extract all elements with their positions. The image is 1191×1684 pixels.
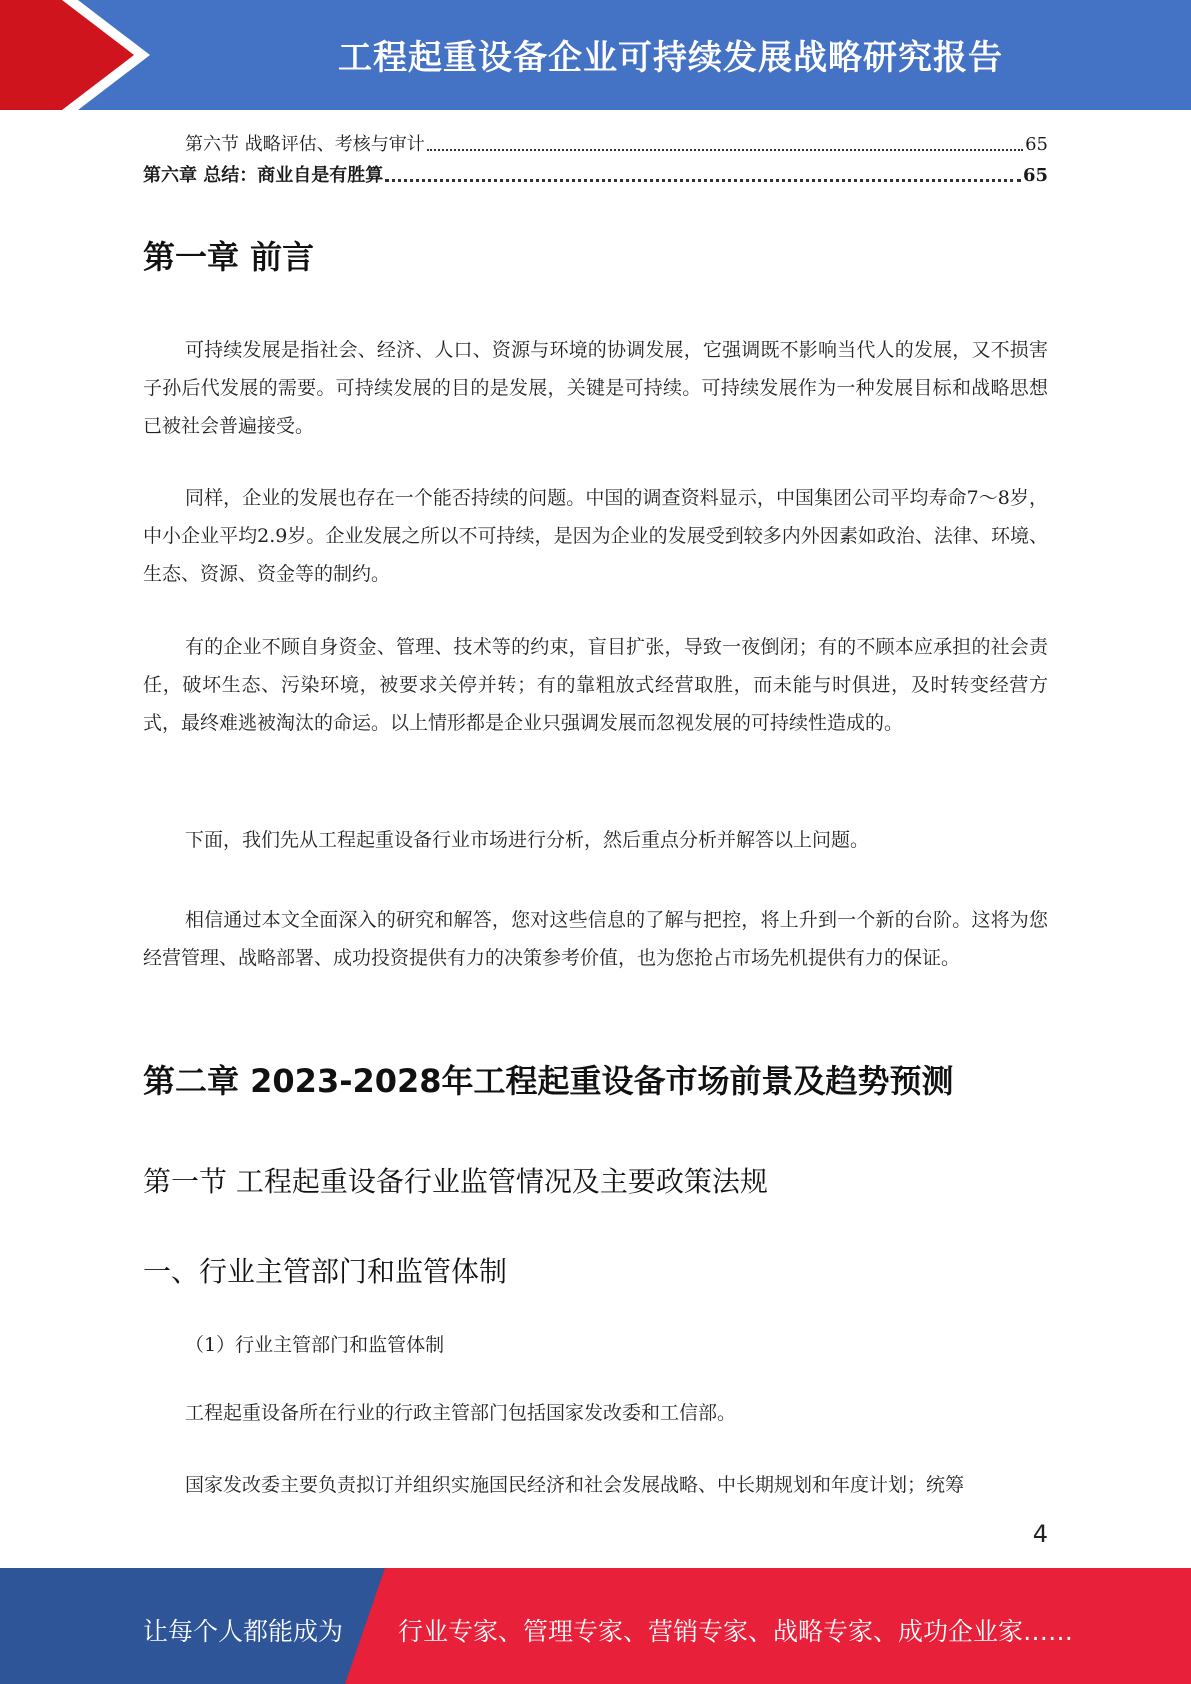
toc-item-label: 第六节 战略评估、考核与审计 — [185, 134, 425, 155]
chapter-title: 第一章 前言 — [143, 238, 315, 276]
paragraph: 国家发改委主要负责拟订并组织实施国民经济和社会发展战略、中长期规划和年度计划；统筹 — [185, 1474, 965, 1496]
chapter-title: 第二章 2023-2028年工程起重设备市场前景及趋势预测 — [143, 1062, 954, 1100]
paragraph: 可持续发展是指社会、经济、人口、资源与环境的协调发展，它强调既不影响当代人的发展，又不损害子孙后代发展的需要。可持续发展的目的是发展，关键是可持续。可持续发展作为一种发展目标和战略思想已被社会普遍接受。 — [143, 339, 1048, 437]
toc-item-page: 65 — [1025, 134, 1048, 155]
section-title: 第一节 工程起重设备行业监管情况及主要政策法规 — [143, 1165, 768, 1198]
item-heading: （1）行业主管部门和监管体制 — [185, 1334, 445, 1356]
toc-item-label: 第六章 总结：商业自是有胜算 — [143, 165, 384, 186]
page-number: 4 — [1032, 1520, 1048, 1548]
report-title: 工程起重设备企业可持续发展战略研究报告 — [338, 38, 1003, 78]
paragraph: 相信通过本文全面深入的研究和解答，您对这些信息的了解与把控，将上升到一个新的台阶。这将为您经营管理、战略部署、成功投资提供有力的决策参考价值，也为您抢占市场先机提供有力的保证。 — [143, 909, 1048, 969]
paragraph: 有的企业不顾自身资金、管理、技术等的约束，盲目扩张，导致一夜倒闭；有的不顾本应承担的社会责任，破坏生态、污染环境，被要求关停并转；有的靠粗放式经营取胜，而未能与时俱进，及时转变经营方式，最终难逃被淘汰的命运。以上情形都是企业只强调发展而忽视发展的可持续性造成的。 — [143, 636, 1048, 734]
paragraph: 同样，企业的发展也存在一个能否持续的问题。中国的调查资料显示，中国集团公司平均寿命7～8岁，中小企业平均2.9岁。企业发展之所以不可持续，是因为企业的发展受到较多内外因素如政治、法律、环境、生态、资源、资金等的制约。 — [143, 487, 1048, 585]
toc-item[interactable] — [143, 130, 1048, 156]
toc-leader — [427, 149, 1023, 151]
paragraph: 下面，我们先从工程起重设备行业市场进行分析，然后重点分析并解答以上问题。 — [185, 829, 870, 851]
paragraph: 工程起重设备所在行业的行政主管部门包括国家发改委和工信部。 — [185, 1402, 737, 1424]
toc-leader — [385, 179, 1021, 182]
footer-slogan-right: 行业专家、管理专家、营销专家、战略专家、成功企业家…… — [398, 1617, 1074, 1646]
footer-slogan-left: 让每个人都能成为 — [143, 1617, 344, 1646]
footer-banner — [0, 1568, 1191, 1684]
subsection-title: 一、行业主管部门和监管体制 — [143, 1255, 508, 1288]
header-banner — [0, 0, 1191, 110]
toc-item-page: 65 — [1022, 165, 1048, 186]
toc-item[interactable] — [143, 161, 1048, 187]
